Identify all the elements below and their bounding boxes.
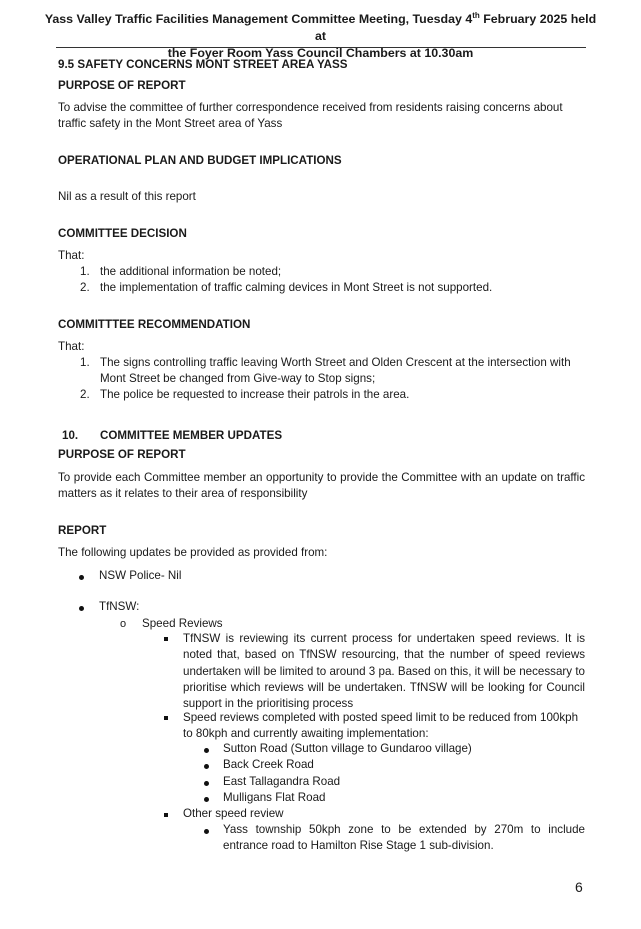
section-number: 10. xyxy=(62,429,79,442)
purpose-heading: PURPOSE OF REPORT xyxy=(58,79,186,92)
decision-heading: COMMITTEE DECISION xyxy=(58,227,187,240)
recommendation-heading: COMMITTTEE RECOMMENDATION xyxy=(58,318,251,331)
report-intro: The following updates be provided as provided from: xyxy=(58,546,328,559)
report-heading: REPORT xyxy=(58,524,107,537)
budget-text: Nil as a result of this report xyxy=(58,190,196,203)
recommendation-item-number: 2. xyxy=(80,388,90,401)
bullet-icon xyxy=(79,575,84,580)
decision-item-number: 1. xyxy=(80,265,90,278)
square-bullet-icon xyxy=(164,637,168,641)
recommendation-item-number: 1. xyxy=(80,356,90,369)
meeting-header xyxy=(40,11,601,62)
purpose-text: To provide each Committee member an opportunity to provide the Committee with an update on traffic matters as it relates to their area of responsibility xyxy=(58,471,585,501)
road-item: Back Creek Road xyxy=(223,758,314,771)
header-line-1: Yass Valley Traffic Facilities Management Committee Meeting, Tuesday 4th February 2025 held at xyxy=(44,10,597,43)
decision-intro: That: xyxy=(58,249,85,262)
header-divider xyxy=(56,47,586,48)
bullet-icon xyxy=(79,606,84,611)
decision-item: the additional information be noted; xyxy=(100,265,282,278)
bullet-icon xyxy=(204,764,209,769)
purpose-heading: PURPOSE OF REPORT xyxy=(58,448,186,461)
bullet-icon xyxy=(204,781,209,786)
section-title: 9.5 SAFETY CONCERNS MONT STREET AREA YASS xyxy=(58,58,348,71)
recommendation-intro: That: xyxy=(58,340,85,353)
recommendation-item: The signs controlling traffic leaving Worth Street and Olden Crescent at the intersection with Mont Street be changed from Give-way to Stop signs; xyxy=(100,356,571,386)
decision-item-number: 2. xyxy=(80,281,90,294)
update-nsw-police: NSW Police- Nil xyxy=(99,569,182,582)
purpose-text: To advise the committee of further correspondence received from residents raising concerns about traffic safety in the Mont Street area of Yass xyxy=(58,101,563,131)
budget-heading: OPERATIONAL PLAN AND BUDGET IMPLICATIONS xyxy=(58,154,342,167)
square-bullet-icon xyxy=(164,813,168,817)
decision-item: the implementation of traffic calming devices in Mont Street is not supported. xyxy=(100,281,493,294)
bullet-icon xyxy=(204,829,209,834)
bullet-icon xyxy=(204,748,209,753)
page-number: 6 xyxy=(575,879,583,895)
reviews-completed-text: Speed reviews completed with posted speed limit to be reduced from 100kph to 80kph and currently awaiting implementation: xyxy=(183,711,579,741)
square-bullet-icon xyxy=(164,716,168,720)
header-line-2: the Foyer Room Yass Council Chambers at 10.30am xyxy=(167,46,474,60)
circle-bullet-icon: o xyxy=(120,618,127,630)
road-item: Sutton Road (Sutton village to Gundaroo village) xyxy=(223,742,472,755)
update-tfnsw: TfNSW: xyxy=(99,600,140,613)
bullet-icon xyxy=(204,797,209,802)
other-review-item: Yass township 50kph zone to be extended by 270m to include entrance road to Hamilton Rise Stage 1 sub-division. xyxy=(223,823,585,853)
speed-reviews-label: Speed Reviews xyxy=(142,617,223,630)
other-review-label: Other speed review xyxy=(183,807,284,820)
road-item: East Tallagandra Road xyxy=(223,775,341,788)
road-item: Mulligans Flat Road xyxy=(223,791,326,804)
recommendation-item: The police be requested to increase their patrols in the area. xyxy=(100,388,410,401)
section-title: COMMITTEE MEMBER UPDATES xyxy=(100,429,283,442)
review-process-text: TfNSW is reviewing its current process for undertaken speed reviews. It is noted that, based on TfNSW resourcing, that the number of speed reviews undertaken will be limited to around 3 pa. Based on this, it will be necessary to prioritise which reviews will be undertaken. TfNSW will be looking for Council support in the prioritising process xyxy=(183,632,585,711)
